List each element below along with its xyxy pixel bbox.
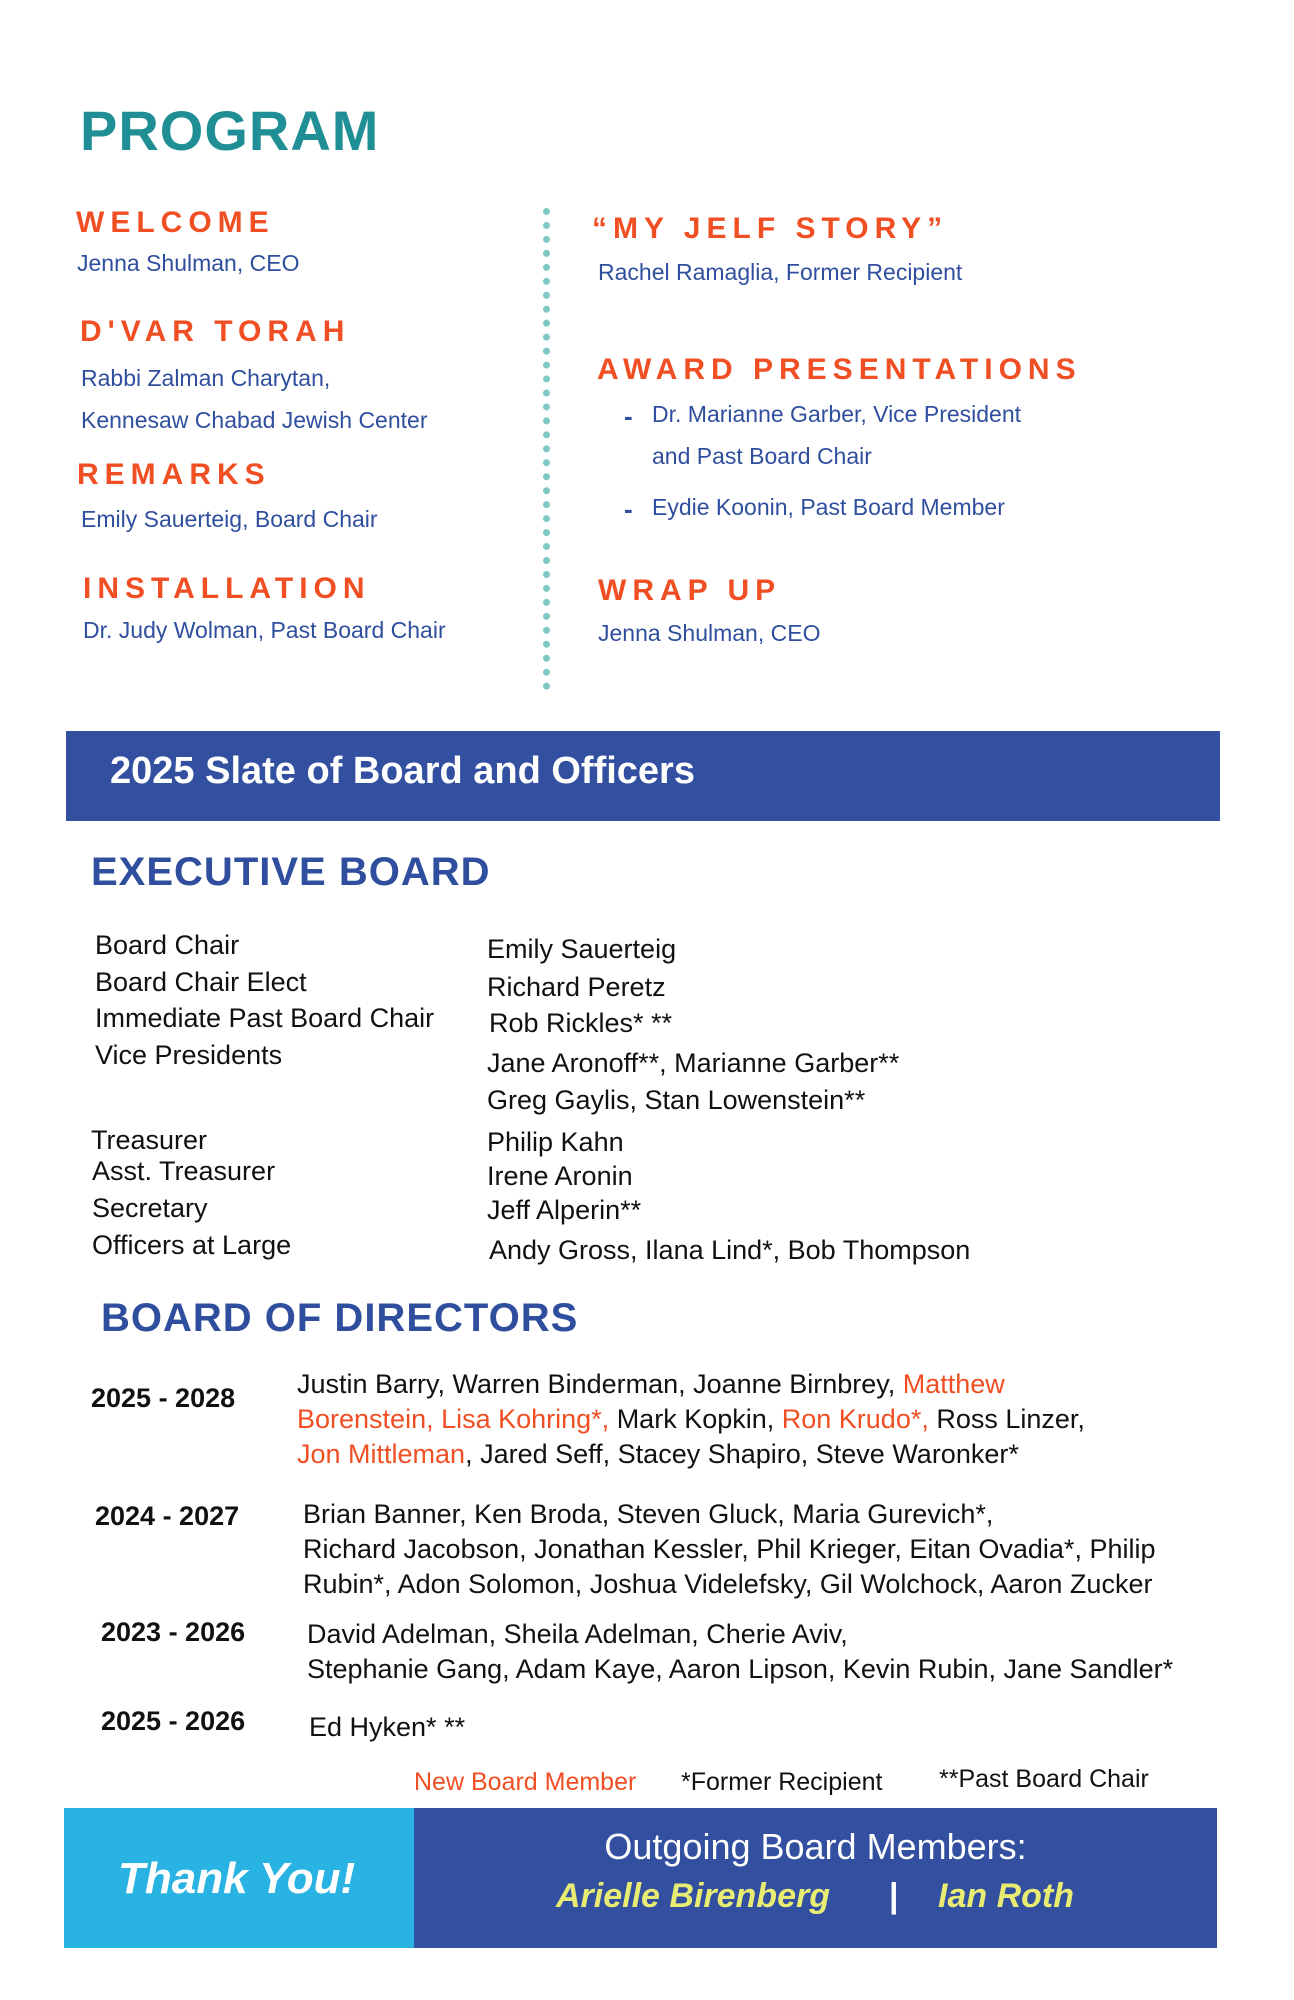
program-title: PROGRAM [80, 99, 380, 162]
outgoing-title: Outgoing Board Members: [604, 1826, 1027, 1867]
role-label: Officers at Large [92, 1230, 292, 1260]
term-years: 2025 - 2028 [91, 1383, 236, 1413]
welcome-heading: WELCOME [76, 206, 275, 239]
remarks-heading: REMARKS [77, 458, 271, 491]
role-label: Secretary [92, 1193, 208, 1223]
term-years: 2023 - 2026 [101, 1617, 246, 1647]
term-members [309, 1710, 465, 1745]
role-name: Richard Peretz [487, 972, 666, 1002]
role-label: Vice Presidents [95, 1040, 283, 1070]
award-recipient-1-line-2: and Past Board Chair [652, 443, 872, 469]
member-line: Stephanie Gang, Adam Kaye, Aaron Lipson, Kevin Rubin, Jane Sandler* [307, 1654, 1174, 1684]
role-label: Asst. Treasurer [92, 1156, 276, 1186]
thank-you-text: Thank You! [118, 1854, 356, 1903]
member-line: Jon Mittleman, Jared Seff, Stacey Shapiro, Steve Waronker* [297, 1439, 1019, 1469]
role-name: Irene Aronin [487, 1161, 633, 1191]
slate-banner-title: 2025 Slate of Board and Officers [110, 750, 695, 792]
legend-former-recipient: *Former Recipient [681, 1768, 883, 1796]
new-member: Ron Krudo*, [781, 1404, 929, 1434]
executive-board-heading: EXECUTIVE BOARD [91, 850, 491, 894]
role-label: Treasurer [91, 1125, 208, 1155]
welcome-speaker: Jenna Shulman, CEO [77, 250, 300, 276]
member-line: Borenstein, Lisa Kohring*, Mark Kopkin, Ron Krudo*, Ross Linzer, [297, 1404, 1085, 1434]
role-name: Jeff Alperin** [487, 1195, 642, 1225]
legend-new-member: New Board Member [414, 1768, 637, 1796]
jelf-story-speaker: Rachel Ramaglia, Former Recipient [598, 259, 963, 285]
award-recipient-2: Eydie Koonin, Past Board Member [652, 494, 1005, 520]
term-members [303, 1497, 1155, 1602]
new-member: Jon Mittleman [297, 1439, 466, 1469]
role-name: Greg Gaylis, Stan Lowenstein** [487, 1085, 866, 1115]
installation-speaker: Dr. Judy Wolman, Past Board Chair [83, 617, 446, 643]
outgoing-member: Arielle Birenberg [556, 1877, 830, 1915]
jelf-story-heading: “MY JELF STORY” [592, 212, 949, 245]
award-bullet: - [624, 401, 633, 431]
role-label: Board Chair [95, 930, 240, 960]
dvar-torah-affiliation: Kennesaw Chabad Jewish Center [81, 407, 428, 433]
new-member: Borenstein, Lisa Kohring*, [297, 1404, 610, 1434]
installation-heading: INSTALLATION [83, 572, 371, 605]
role-label: Immediate Past Board Chair [95, 1003, 435, 1033]
member-line: Justin Barry, Warren Binderman, Joanne Birnbrey, Matthew [297, 1369, 1005, 1399]
board-of-directors-heading: BOARD OF DIRECTORS [101, 1296, 579, 1340]
award-presentations-heading: AWARD PRESENTATIONS [597, 353, 1082, 386]
member-line: Richard Jacobson, Jonathan Kessler, Phil Krieger, Eitan Ovadia*, Philip [303, 1534, 1156, 1564]
dvar-torah-heading: D'VAR TORAH [80, 315, 351, 348]
term-years: 2024 - 2027 [95, 1501, 240, 1531]
role-name: Jane Aronoff**, Marianne Garber** [487, 1048, 900, 1078]
new-member: Matthew [902, 1369, 1005, 1399]
role-label: Board Chair Elect [95, 967, 307, 997]
role-name: Philip Kahn [487, 1127, 624, 1157]
role-name: Rob Rickles* ** [489, 1008, 673, 1038]
award-recipient-1-line-1: Dr. Marianne Garber, Vice President [652, 401, 1022, 427]
award-bullet: - [624, 494, 633, 524]
member-line: Rubin*, Adon Solomon, Joshua Videlefsky, Gil Wolchock, Aaron Zucker [303, 1569, 1153, 1599]
name-separator: | [889, 1877, 899, 1915]
remarks-speaker: Emily Sauerteig, Board Chair [81, 506, 378, 532]
outgoing-member: Ian Roth [938, 1877, 1074, 1915]
dvar-torah-speaker: Rabbi Zalman Charytan, [81, 365, 331, 391]
role-name: Emily Sauerteig [487, 934, 677, 964]
term-members [297, 1367, 1085, 1472]
wrap-up-heading: WRAP UP [598, 574, 782, 607]
term-members [307, 1617, 1173, 1687]
member-line: David Adelman, Sheila Adelman, Cherie Aviv, [307, 1619, 848, 1649]
legend-past-chair: **Past Board Chair [939, 1765, 1149, 1793]
member-line: Brian Banner, Ken Broda, Steven Gluck, Maria Gurevich*, [303, 1499, 994, 1529]
term-years: 2025 - 2026 [101, 1706, 246, 1736]
column-divider [543, 208, 550, 690]
wrap-up-speaker: Jenna Shulman, CEO [598, 620, 821, 646]
role-name: Andy Gross, Ilana Lind*, Bob Thompson [489, 1235, 971, 1265]
member-line: Ed Hyken* ** [309, 1712, 466, 1742]
